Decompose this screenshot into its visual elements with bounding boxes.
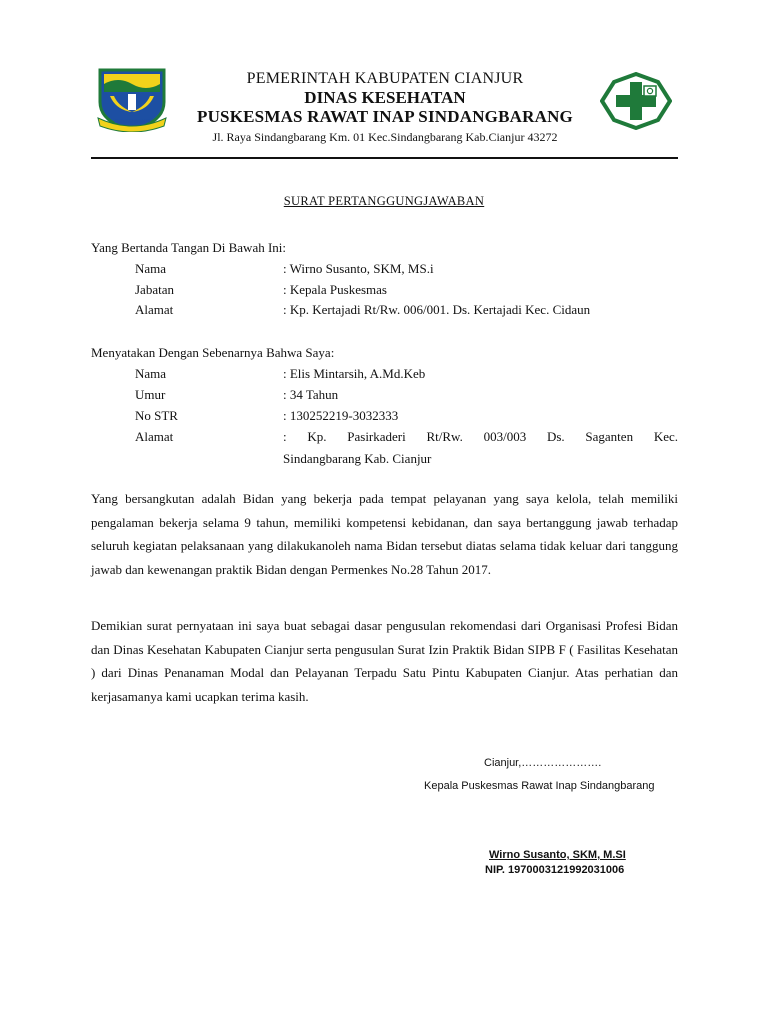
signature-nip: NIP. 1970003121992031006 <box>485 864 625 876</box>
subject-address-value-line2: Sindangbarang Kab. Cianjur <box>283 451 432 466</box>
signer-position-label: Jabatan <box>135 282 174 297</box>
subject-age-label: Umur <box>135 387 166 402</box>
subject-address-value-line1: : Kp. Pasirkaderi Rt/Rw. 003/003 Ds. Saganten Kec. <box>283 429 678 444</box>
signer-position-value: : Kepala Puskesmas <box>283 282 387 297</box>
signer-address-value: : Kp. Kertajadi Rt/Rw. 006/001. Ds. Kertajadi Kec. Cidaun <box>283 302 591 317</box>
emblem-ribbon-text: GEMAH MUKTI <box>114 119 150 125</box>
letterhead-department: DINAS KESEHATAN <box>304 88 466 107</box>
letterhead-government: PEMERINTAH KABUPATEN CIANJUR <box>246 70 524 87</box>
document-title: SURAT PERTANGGUNGJAWABAN <box>283 194 485 208</box>
statement-paragraph: Yang bersangkutan adalah Bidan yang bekerja pada tempat pelayanan yang saya kelola, telah memiliki pengalaman bekerja selama 9 tahun, memiliki kompetensi kebidanan, dan saya bertanggung jawab terhadap seluruh kegiatan pelaksanaan yang dilakukanoleh nama Bidan tersebut diatas selama tidak keluar dari tanggung jawab dan kewenangan praktik Bidan dengan Permenkes No.28 Tahun 2017. <box>91 491 678 577</box>
signature-name: Wirno Susanto, SKM, M.SI <box>489 849 626 861</box>
subject-intro: Menyatakan Dengan Sebenarnya Bahwa Saya: <box>91 345 335 360</box>
letterhead-divider <box>91 157 678 159</box>
signer-intro: Yang Bertanda Tangan Di Bawah Ini: <box>91 240 287 255</box>
subject-age-value: : 34 Tahun <box>283 387 339 402</box>
letterhead-puskesmas: PUSKESMAS RAWAT INAP SINDANGBARANG <box>197 107 573 126</box>
subject-address-label: Alamat <box>135 429 174 444</box>
closing-paragraph: Demikian surat pernyataan ini saya buat sebagai dasar pengusulan rekomendasi dari Organisasi Profesi Bidan dan Dinas Kesehatan Kabupaten Cianjur serta pengusulan Surat Izin Praktik Bidan SIPB F ( Fasilitas Kesehatan ) dari Dinas Penanaman Modal dan Pelayanan Terpadu Satu Pintu Kabupaten Cianjur. Atas perhatian dan kerjasamanya kami ucapkan terima kasih. <box>91 618 678 704</box>
subject-name-value: : Elis Mintarsih, A.Md.Keb <box>283 366 426 381</box>
subject-str-label: No STR <box>135 408 178 423</box>
puskesmas-logo <box>600 72 672 130</box>
signer-name-label: Nama <box>135 261 167 276</box>
letterhead-address: Jl. Raya Sindangbarang Km. 01 Kec.Sindangbarang Kab.Cianjur 43272 <box>212 130 558 144</box>
signature-place-date: Cianjur,…………………. <box>484 757 602 769</box>
signer-address-label: Alamat <box>135 302 174 317</box>
subject-name-label: Nama <box>135 366 167 381</box>
signer-name-value: : Wirno Susanto, SKM, MS.i <box>283 261 434 276</box>
subject-str-value: : 130252219-3032333 <box>283 408 399 423</box>
signature-position: Kepala Puskesmas Rawat Inap Sindangbarang <box>424 780 655 792</box>
letterhead <box>170 70 600 146</box>
